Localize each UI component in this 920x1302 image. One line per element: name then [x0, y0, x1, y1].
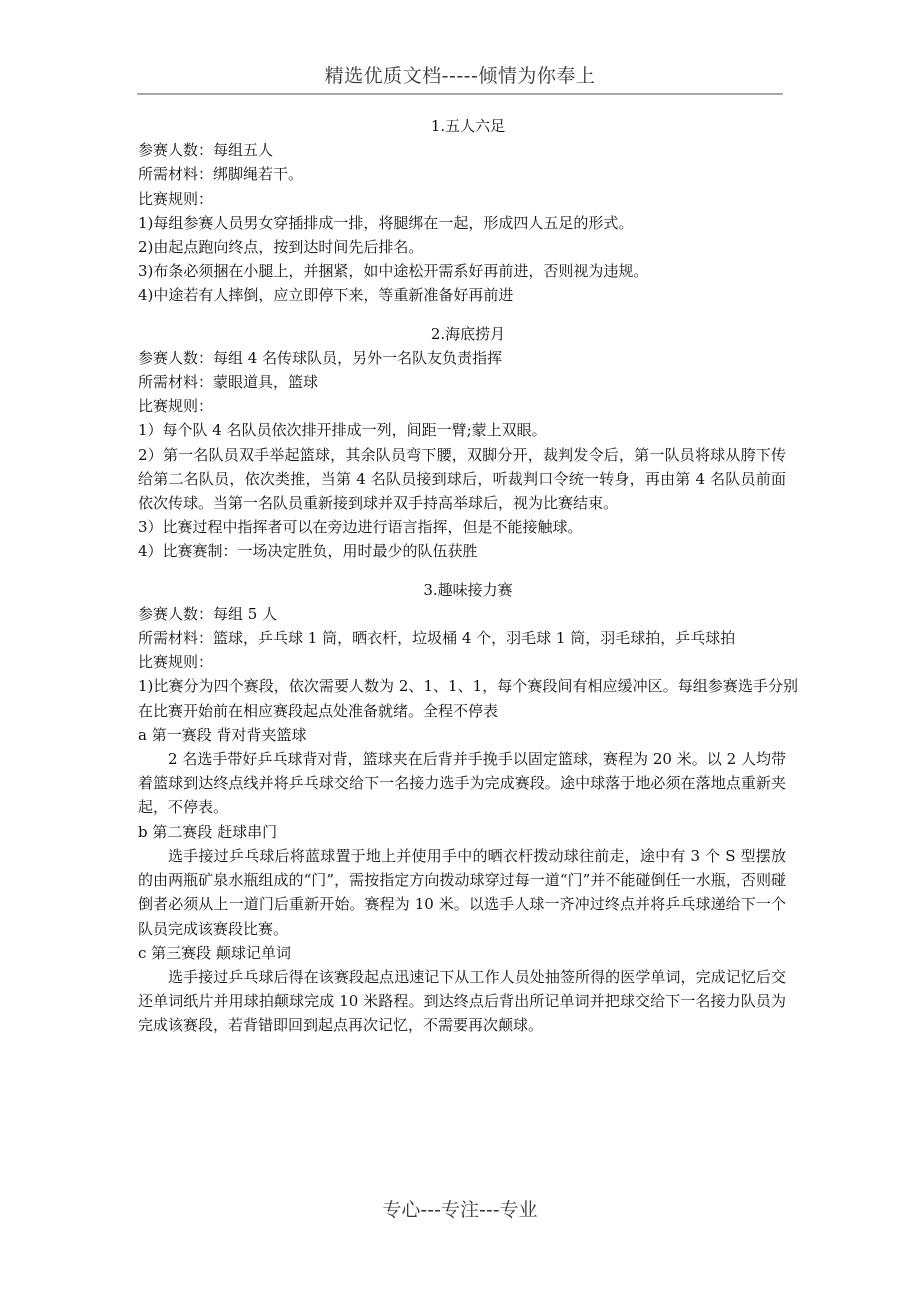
section-fun-relay	[138, 578, 798, 1038]
rule-item: 4）比赛赛制：一场决定胜负，用时最少的队伍获胜	[138, 542, 478, 561]
section-title: 1.五人六足	[430, 117, 506, 135]
page-header: 精选优质文档-----倾情为你奉上	[324, 65, 596, 87]
rule-item: 4)中途若有人摔倒，应立即停下来，等重新准备好再前进	[138, 286, 514, 305]
rules-label: 比赛规则：	[138, 653, 214, 672]
section-fishing-moon	[138, 322, 798, 564]
section-title: 3.趣味接力赛	[423, 580, 513, 599]
section-spacer	[138, 564, 798, 578]
stage-heading: c 第三赛段 颠球记单词	[138, 943, 291, 962]
rule-item: 2)由起点跑向终点，按到达时间先后排名。	[138, 238, 424, 257]
stage-heading: a 第一赛段 背对背夹篮球	[138, 725, 307, 744]
stage-body: 2 名选手带好乒乓球背对背，篮球夹在后背并手挽手以固定篮球，赛程为 20 米。以 2 人均带着篮球到达终点线并将乒乓球交给下一名接力选手为完成赛段。途中球落于地必须在落地点重新夹起，不停表。	[138, 750, 786, 817]
rules-label: 比赛规则：	[138, 397, 214, 416]
page-footer: 专心---专注---专业	[382, 1199, 538, 1221]
rule-item: 1）每个队 4 名队员依次排开排成一列，间距一臂;蒙上双眼。	[138, 421, 547, 440]
stage-heading: b 第二赛段 赶球串门	[138, 822, 278, 841]
rule-item: 1)比赛分为四个赛段，依次需要人数为 2、1、1、1，每个赛段间有相应缓冲区。每组参赛选手分别在比赛开始前在相应赛段起点处准备就绪。全程不停表	[138, 677, 798, 720]
rule-item: 2）第一名队员双手举起篮球，其余队员弯下腰，双脚分开，裁判发令后，第一队员将球从胯下传给第二名队员，依次类推，当第 4 名队员接到球后，听裁判口令统一转身，再由第 4 名队员前面依次传球。当第一名队员重新接到球并双手持高举球后，视为比赛结束。	[138, 445, 786, 513]
participants-line: 参赛人数：每组 4 名传球队员，另外一名队友负责指挥	[138, 348, 503, 367]
materials-line: 所需材料：绑脚绳若干。	[138, 165, 304, 184]
rule-item: 3)布条必须捆在小腿上，并捆紧，如中途松开需系好再前进，否则视为违规。	[138, 262, 649, 281]
participants-line: 参赛人数：每组五人	[138, 141, 274, 160]
stage-body: 选手接过乒乓球后将蓝球置于地上并使用手中的晒衣杆拨动球往前走，途中有 3 个 S 型摆放的由两瓶矿泉水瓶组成的“门”，需按指定方向拨动球穿过每一道“门”并不能碰倒任一水瓶，否则碰倒者必须从上一道门后重新开始。赛程为 10 米。以选手人球一齐冲过终点并将乒乓球递给下一个队员完成该赛段比赛。	[138, 846, 786, 938]
section-spacer	[138, 308, 798, 322]
materials-line: 所需材料：篮球，乒乓球 1 筒，晒衣杆，垃圾桶 4 个，羽毛球 1 筒，羽毛球拍，乒乓球拍	[138, 629, 736, 648]
section-five-people-six-feet	[138, 114, 798, 308]
materials-line: 所需材料：蒙眼道具，篮球	[138, 373, 319, 392]
rule-item: 1)每组参赛人员男女穿插排成一排，将腿绑在一起，形成四人五足的形式。	[138, 213, 634, 232]
rule-item: 3）比赛过程中指挥者可以在旁边进行语言指挥，但是不能接触球。	[138, 518, 583, 537]
rules-label: 比赛规则：	[138, 189, 214, 208]
header-divider	[137, 93, 783, 95]
document-body	[138, 114, 798, 1038]
participants-line: 参赛人数：每组 5 人	[138, 604, 278, 623]
stage-body: 选手接过乒乓球后得在该赛段起点迅速记下从工作人员处抽签所得的医学单词，完成记忆后交还单词纸片并用球拍颠球完成 10 米路程。到达终点后背出所记单词并把球交给下一名接力队员为完成该赛段，若背错即回到起点再次记忆，不需要再次颠球。	[138, 967, 786, 1035]
section-title: 2.海底捞月	[430, 324, 506, 343]
